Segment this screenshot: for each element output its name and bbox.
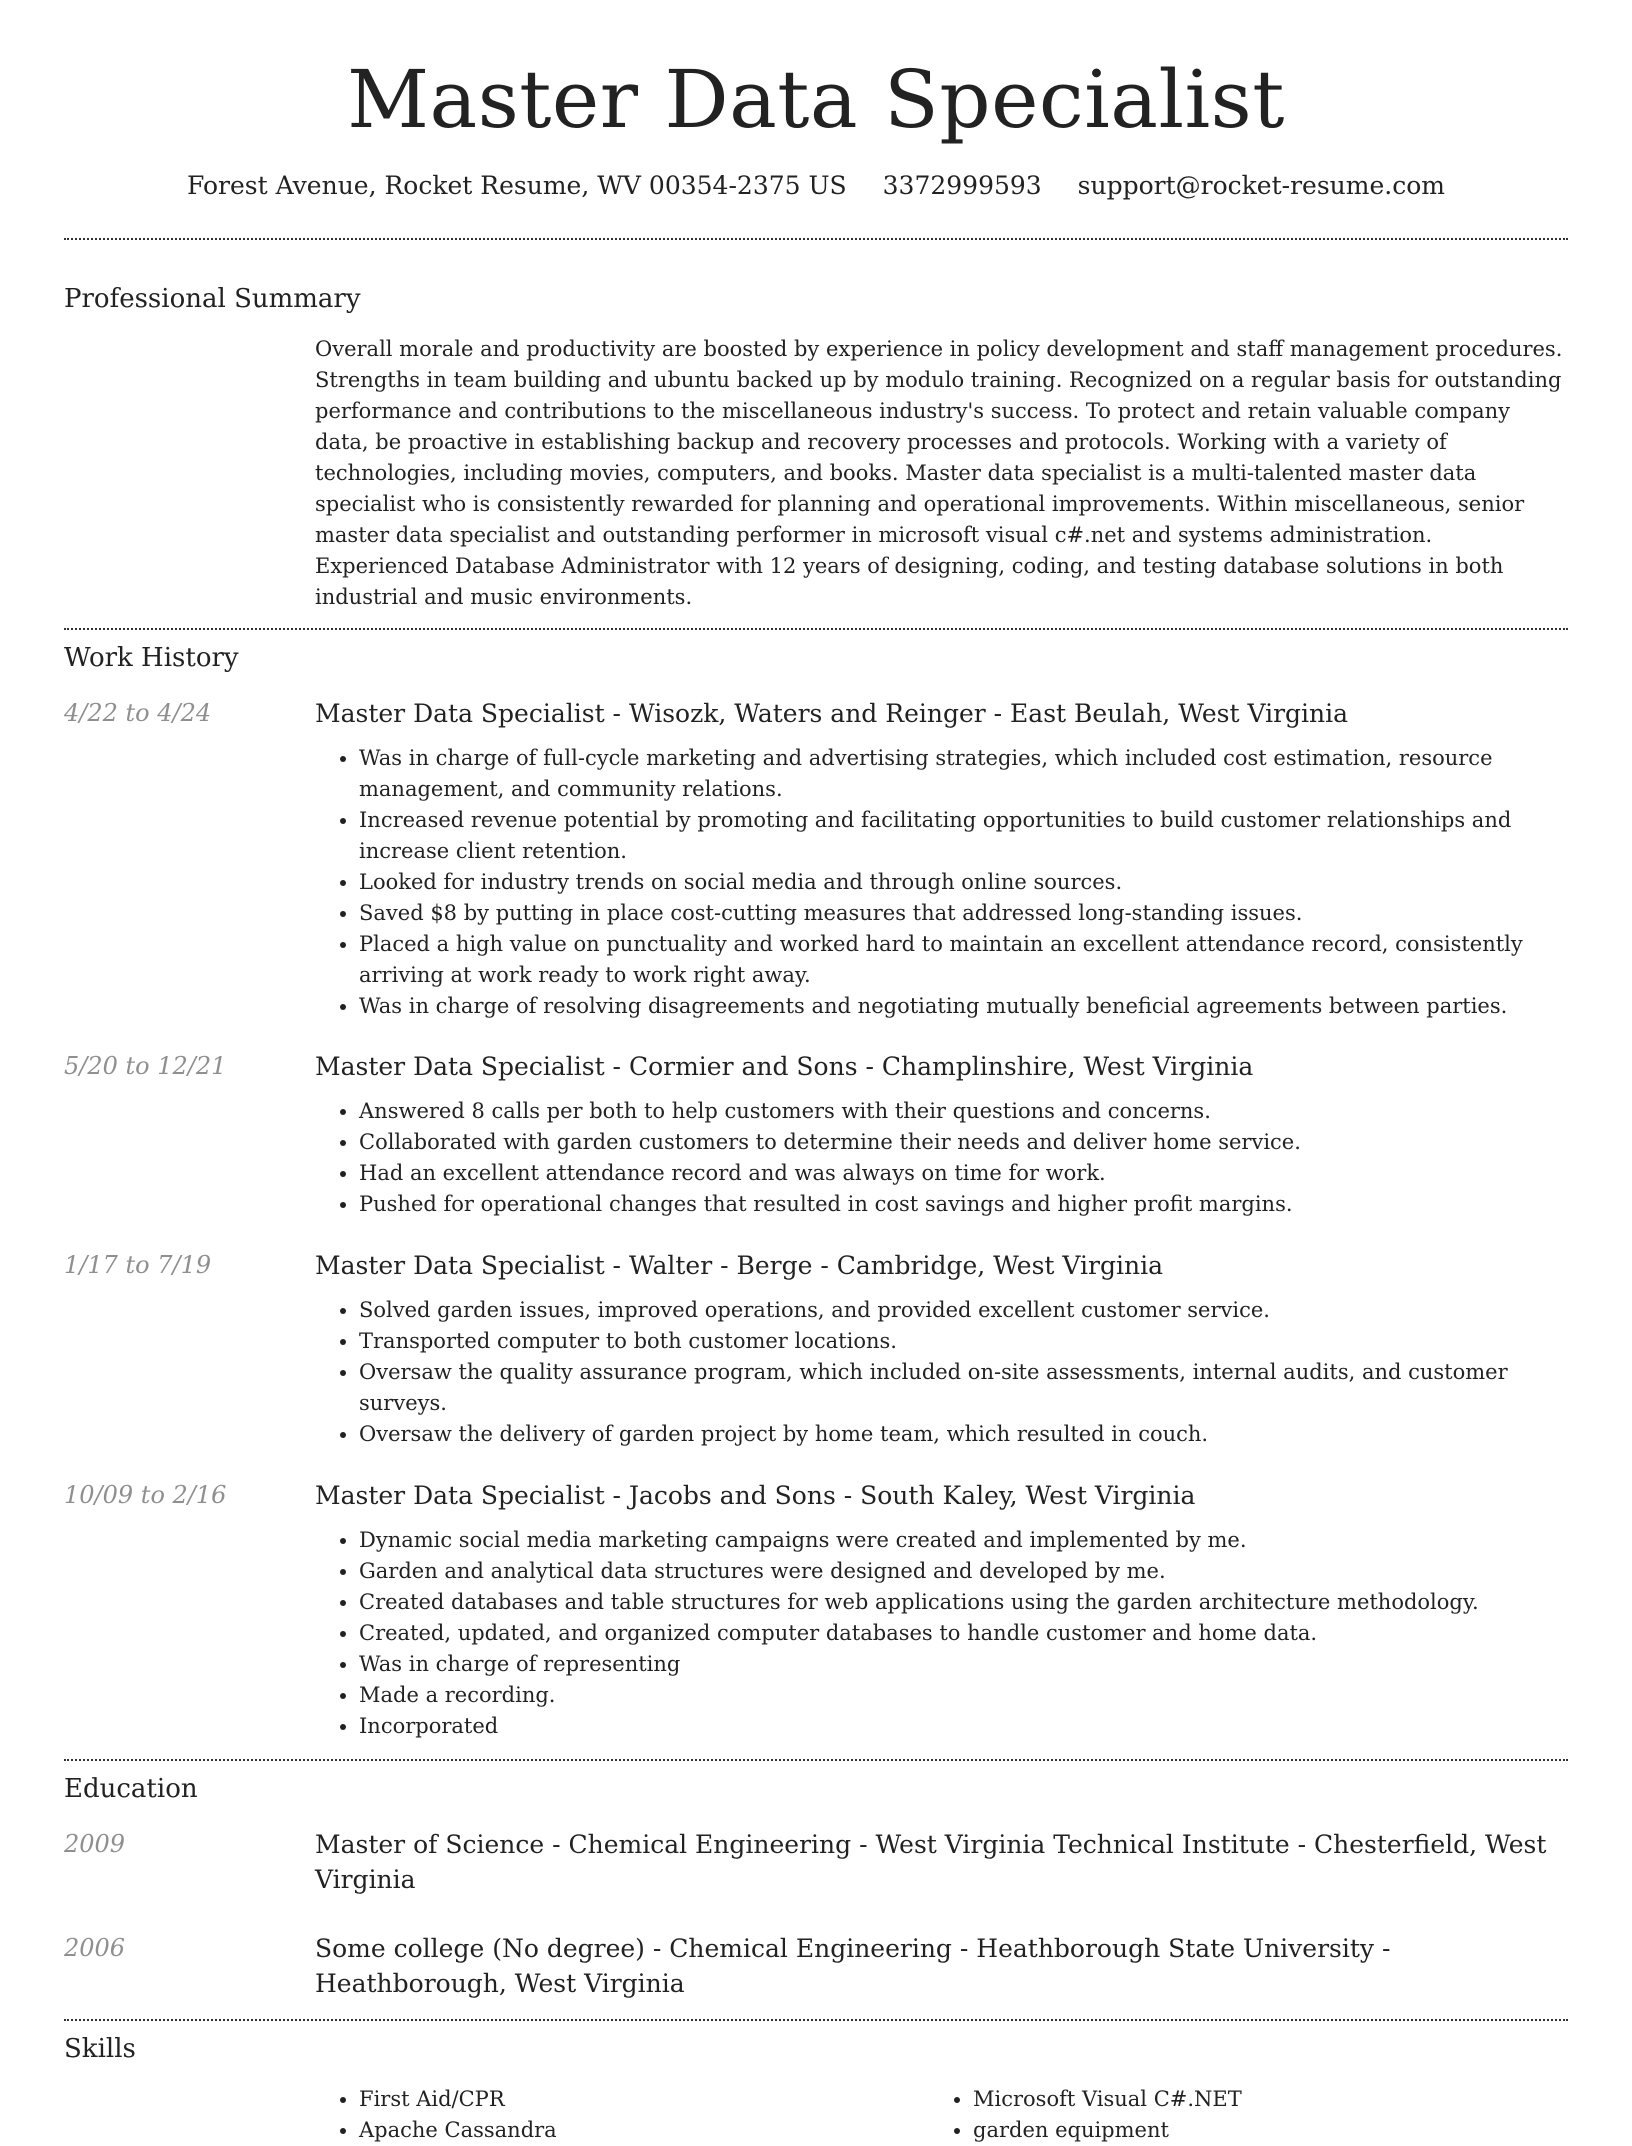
job-heading: Master Data Specialist - Walter - Berge - Cambridge, West Virginia — [315, 1251, 1163, 1280]
job-bullet: • Answered 8 calls per both to help customers with their questions and concerns. — [359, 1096, 1568, 1127]
education-heading: Some college (No degree) - Chemical Engineering - Heathborough State University - Heathborough, West Virginia — [315, 1934, 1391, 1998]
contact-phone: 3372999593 — [882, 171, 1042, 200]
job-dates: 5/20 to 12/21 — [64, 1052, 227, 1080]
job-bullet: • Oversaw the quality assurance program, which included on-site assessments, internal audits, and customer surveys. — [359, 1357, 1568, 1419]
section-divider — [64, 238, 1568, 240]
education-year: 2009 — [64, 1830, 126, 1858]
skills-column-left — [315, 2084, 929, 2146]
job-bullets — [315, 1295, 1568, 1450]
skills-list — [315, 2084, 1568, 2146]
skill-item: • Microsoft Visual C#.NET — [973, 2084, 1543, 2115]
section-divider — [64, 1759, 1568, 1761]
job-bullet: • Was in charge of full-cycle marketing and advertising strategies, which included cost estimation, resource management, and community relations. — [359, 743, 1568, 805]
contact-address: Forest Avenue, Rocket Resume, WV 00354-2375 US — [187, 171, 847, 200]
job-heading: Master Data Specialist - Wisozk, Waters and Reinger - East Beulah, West Virginia — [315, 699, 1349, 728]
job-bullet: • Was in charge of resolving disagreements and negotiating mutually beneficial agreements between parties. — [359, 991, 1568, 1022]
section-divider — [64, 628, 1568, 630]
job-bullet: • Collaborated with garden customers to determine their needs and deliver home service. — [359, 1127, 1568, 1158]
resume-name: Master Data Specialist — [347, 53, 1285, 146]
job-bullet: • Was in charge of representing — [359, 1649, 1568, 1680]
section-title-work: Work History — [64, 643, 239, 673]
section-title-skills: Skills — [64, 2034, 136, 2064]
section-divider — [64, 2019, 1568, 2021]
job-entry — [64, 696, 1568, 1022]
job-bullet: • Created, updated, and organized computer databases to handle customer and home data. — [359, 1618, 1568, 1649]
job-bullets — [315, 743, 1568, 1022]
job-bullet: • Solved garden issues, improved operations, and provided excellent customer service. — [359, 1295, 1568, 1326]
education-entry — [64, 1827, 1568, 1897]
contact-line — [64, 168, 1568, 204]
job-bullet: • Placed a high value on punctuality and worked hard to maintain an excellent attendance record, consistently arriving at work ready to work right away. — [359, 929, 1568, 991]
job-bullet: • Had an excellent attendance record and was always on time for work. — [359, 1158, 1568, 1189]
section-title-education: Education — [64, 1774, 198, 1804]
job-dates: 10/09 to 2/16 — [64, 1481, 227, 1509]
contact-email: support@rocket-resume.com — [1077, 171, 1445, 200]
job-bullet: • Dynamic social media marketing campaigns were created and implemented by me. — [359, 1525, 1568, 1556]
job-bullet: • Garden and analytical data structures were designed and developed by me. — [359, 1556, 1568, 1587]
job-heading: Master Data Specialist - Cormier and Sons - Champlinshire, West Virginia — [315, 1052, 1254, 1081]
job-dates: 1/17 to 7/19 — [64, 1251, 212, 1279]
education-entry — [64, 1931, 1568, 2001]
job-bullet: • Oversaw the delivery of garden project by home team, which resulted in couch. — [359, 1419, 1568, 1450]
job-bullets — [315, 1525, 1568, 1742]
education-year: 2006 — [64, 1934, 126, 1962]
job-bullets — [315, 1096, 1568, 1220]
job-entry — [64, 1478, 1568, 1742]
section-title-summary: Professional Summary — [64, 284, 361, 314]
job-bullet: • Transported computer to both customer locations. — [359, 1326, 1568, 1357]
job-bullet: • Made a recording. — [359, 1680, 1568, 1711]
job-bullet: • Created databases and table structures for web applications using the garden architecture methodology. — [359, 1587, 1568, 1618]
job-bullet: • Saved $8 by putting in place cost-cutting measures that addressed long-standing issues. — [359, 898, 1568, 929]
resume-page — [64, 0, 1568, 2146]
job-bullet: • Pushed for operational changes that resulted in cost savings and higher profit margins. — [359, 1189, 1568, 1220]
job-bullet: • Looked for industry trends on social media and through online sources. — [359, 867, 1568, 898]
job-heading: Master Data Specialist - Jacobs and Sons - South Kaley, West Virginia — [315, 1481, 1196, 1510]
job-entry — [64, 1248, 1568, 1450]
skill-item: • First Aid/CPR — [359, 2084, 929, 2115]
job-bullet: • Incorporated — [359, 1711, 1568, 1742]
job-entry — [64, 1049, 1568, 1220]
summary-text: Overall morale and productivity are boosted by experience in policy development and staff management procedures. Strengths in team building and ubuntu backed up by modulo training. Recognized on a regular basis for outstanding performance and contributions to the miscellaneous industry's success. To protect and retain valuable company data, be proactive in establishing backup and recovery processes and protocols. Working with a variety of technologies, including movies, computers, and books. Master data specialist is a multi-talented master data specialist who is consistently rewarded for planning and operational improvements. Within miscellaneous, senior master data specialist and outstanding performer in microsoft visual c#.net and systems administration. Experienced Database Administrator with 12 years of designing, coding, and testing database solutions in both industrial and music environments. — [315, 337, 1563, 609]
education-heading: Master of Science - Chemical Engineering - West Virginia Technical Institute - Chesterfield, West Virginia — [315, 1830, 1547, 1894]
skill-item: • garden equipment — [973, 2115, 1543, 2146]
skills-column-right — [929, 2084, 1543, 2146]
job-bullet: • Increased revenue potential by promoting and facilitating opportunities to build customer relationships and increase client retention. — [359, 805, 1568, 867]
skill-item: • Apache Cassandra — [359, 2115, 929, 2146]
job-dates: 4/22 to 4/24 — [64, 699, 212, 727]
